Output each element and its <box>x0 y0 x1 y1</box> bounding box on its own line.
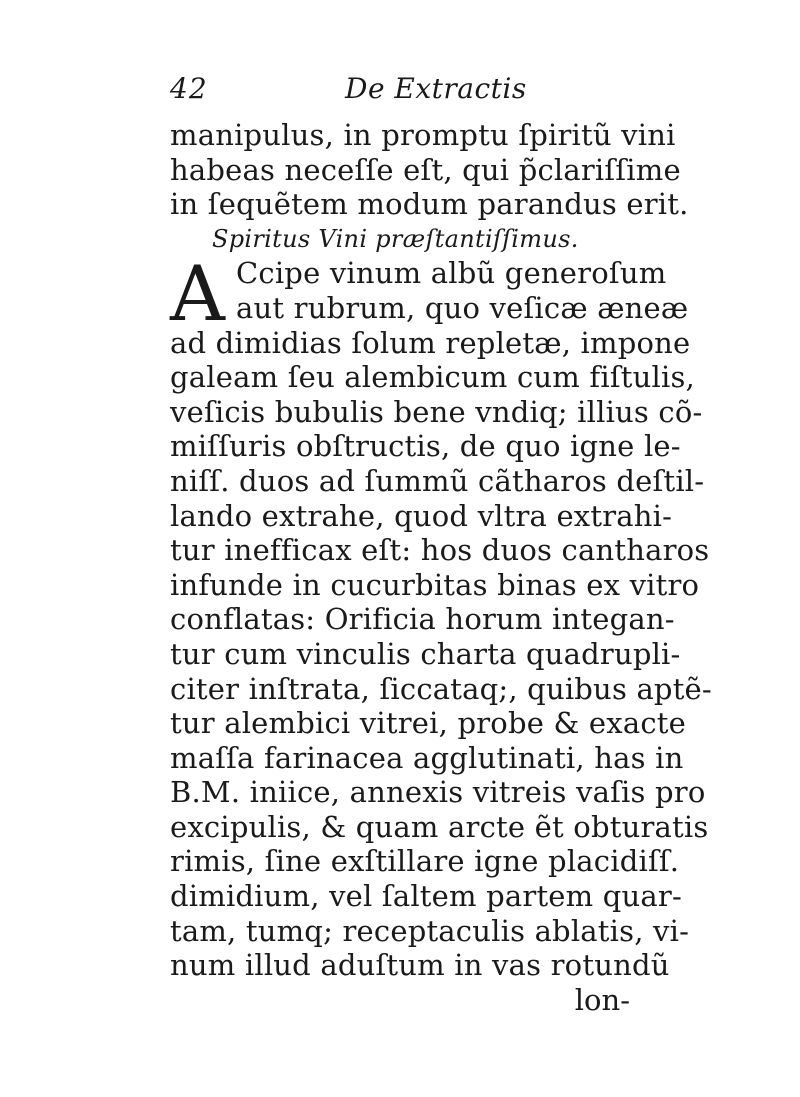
page-number: 42 <box>170 72 208 105</box>
text-line: infunde in cucurbitas binas ex vitro <box>170 567 700 602</box>
text-line: Ccipe vinum albũ generoſum <box>236 256 667 291</box>
text-line: excipulis, & quam arcte ẽt obturatis <box>170 809 709 844</box>
text-line: B.M. iniice, annexis vitreis vaſis pro <box>170 775 706 810</box>
catchword: lon- <box>574 982 630 1017</box>
text-line: manipulus, in promptu ſpiritũ vini <box>170 118 676 152</box>
text-block <box>170 118 712 1017</box>
text-line: dimidium, vel ſaltem partem quar- <box>170 879 682 914</box>
page-header <box>170 72 630 112</box>
text-line: tam, tumq; receptaculis ablatis, vi- <box>170 913 690 948</box>
text-line: veſicis bubulis bene vndiq; illius cõ- <box>170 394 703 429</box>
paragraph <box>170 249 712 1017</box>
drop-cap: A <box>170 249 225 339</box>
text-line: conflatas: Orificia horum integan- <box>170 602 675 637</box>
text-line: tur alembici vitrei, probe & exacte <box>170 706 686 741</box>
text-line: miſſuris obſtructis, de quo igne le- <box>170 429 681 464</box>
text-line: niſſ. duos ad ſummũ cãtharos deſtil- <box>170 463 705 498</box>
text-line: lando extrahe, quod vltra extrahi- <box>170 498 673 533</box>
text-line: citer inſtrata, ſiccataq;, quibus aptẽ- <box>170 671 712 706</box>
text-line: maſſa farinacea agglutinati, has in <box>170 740 684 775</box>
text-line: tur cum vinculis charta quadrupli- <box>170 636 681 671</box>
text-line: num illud aduſtum in vas rotundũ <box>170 948 670 983</box>
text-line: rimis, ſine exſtillare igne placidiſſ. <box>170 844 680 879</box>
text-line: tur inefficax eſt: hos duos cantharos <box>170 533 710 568</box>
catchword-row <box>170 983 630 1018</box>
text-line: ad dimidias ſolum repletæ, impone <box>170 325 691 360</box>
section-subheading: Spiritus Vini præſtantiſſimus. <box>212 224 579 253</box>
text-line: aut rubrum, quo veſicæ æneæ <box>236 290 689 325</box>
text-line: galeam ſeu alembicum cum fiſtulis, <box>170 360 695 395</box>
running-title: De Extractis <box>345 72 527 105</box>
text-line: habeas neceſſe eſt, qui p̃clariſſime <box>170 152 681 187</box>
text-line: in ſequẽtem modum parandus erit. <box>170 187 689 222</box>
